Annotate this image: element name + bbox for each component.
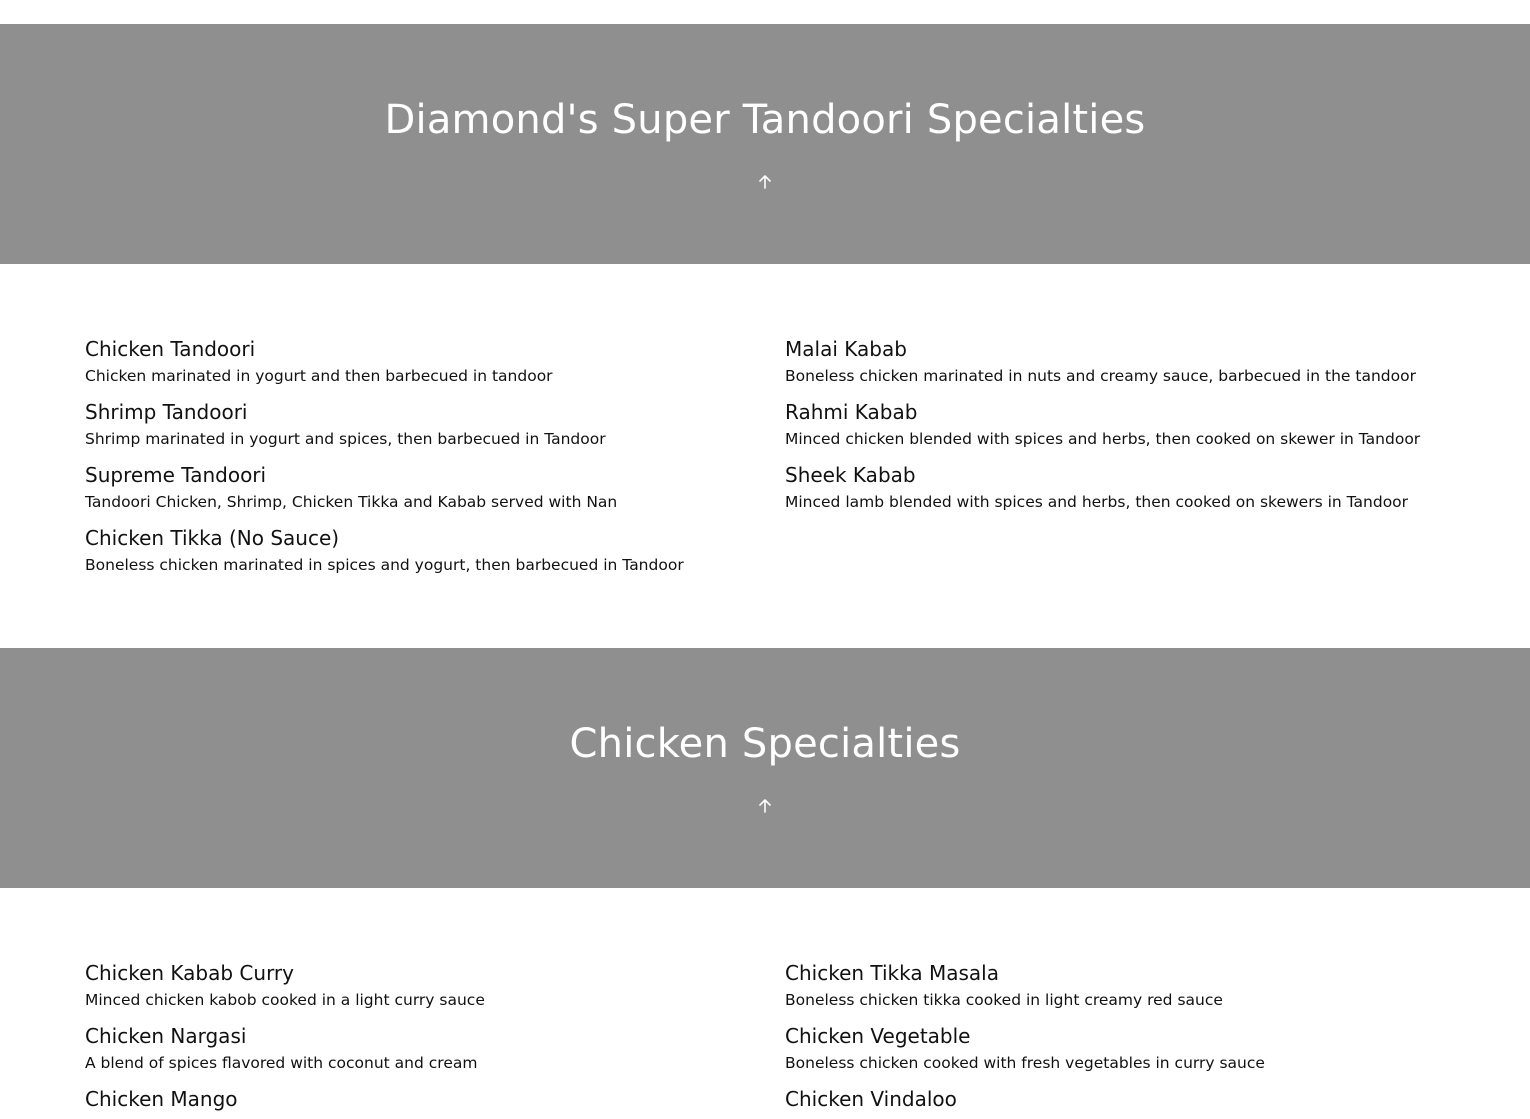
menu-column-left xyxy=(85,960,785,1119)
menu-item xyxy=(785,462,1485,513)
menu-item xyxy=(785,960,1485,1011)
menu-item-description: Tandoori Chicken, Shrimp, Chicken Tikka and Kabab served with Nan xyxy=(85,493,618,511)
menu-item-description: Minced chicken blended with spices and herbs, then cooked on skewer in Tandoor xyxy=(785,430,1421,448)
menu-item-name: Chicken Nargasi xyxy=(85,1024,247,1048)
menu-item-name: Shrimp Tandoori xyxy=(85,400,248,424)
section-banner-chicken xyxy=(0,648,1530,888)
menu-item xyxy=(85,399,785,450)
menu-item-description: Boneless chicken marinated in nuts and creamy sauce, barbecued in the tandoor xyxy=(785,367,1416,385)
menu-item xyxy=(85,1086,785,1112)
menu-item-name: Chicken Mango xyxy=(85,1087,238,1111)
arrow-up-icon[interactable] xyxy=(755,796,775,816)
menu-item-name: Malai Kabab xyxy=(785,337,907,361)
menu-column-left xyxy=(85,336,785,576)
section-spacer xyxy=(0,576,1530,648)
menu-item-description: Boneless chicken marinated in spices and yogurt, then barbecued in Tandoor xyxy=(85,556,684,574)
section-title: Chicken Specialties xyxy=(569,721,961,767)
section-title: Diamond's Super Tandoori Specialties xyxy=(384,97,1146,143)
menu-item xyxy=(85,960,785,1011)
menu-item-name: Chicken Tandoori xyxy=(85,337,256,361)
menu-item xyxy=(785,1086,1485,1112)
menu-item xyxy=(785,399,1485,450)
section-banner-tandoori xyxy=(0,24,1530,264)
top-strip xyxy=(0,0,1530,24)
menu-item-name: Rahmi Kabab xyxy=(785,400,918,424)
menu-item xyxy=(785,1023,1485,1074)
menu-item xyxy=(85,336,785,387)
menu-item xyxy=(85,1023,785,1074)
menu-item xyxy=(85,462,785,513)
menu-items-chicken xyxy=(0,888,1530,1119)
menu-item-description: Boneless chicken tikka cooked in light creamy red sauce xyxy=(785,991,1223,1009)
menu-item-description: Shrimp marinated in yogurt and spices, then barbecued in Tandoor xyxy=(85,430,606,448)
menu-item-name: Sheek Kabab xyxy=(785,463,916,487)
menu-item-name: Chicken Kabab Curry xyxy=(85,961,294,985)
menu-item-description: Boneless chicken cooked with fresh vegetables in curry sauce xyxy=(785,1054,1265,1072)
menu-item-name: Chicken Tikka Masala xyxy=(785,961,999,985)
menu-column-right xyxy=(785,960,1485,1119)
arrow-up-icon[interactable] xyxy=(755,172,775,192)
menu-item-description: Minced lamb blended with spices and herbs, then cooked on skewers in Tandoor xyxy=(785,493,1409,511)
menu-item-description: Minced chicken kabob cooked in a light curry sauce xyxy=(85,991,485,1009)
menu-item xyxy=(85,525,785,576)
menu-item-description: A blend of spices flavored with coconut and cream xyxy=(85,1054,478,1072)
menu-item xyxy=(785,336,1485,387)
menu-item-name: Supreme Tandoori xyxy=(85,463,267,487)
menu-item-name: Chicken Vindaloo xyxy=(785,1087,957,1111)
menu-item-name: Chicken Vegetable xyxy=(785,1024,971,1048)
menu-items-tandoori xyxy=(0,264,1530,576)
menu-item-description: Chicken marinated in yogurt and then barbecued in tandoor xyxy=(85,367,553,385)
menu-item-name: Chicken Tikka (No Sauce) xyxy=(85,526,340,550)
menu-column-right xyxy=(785,336,1485,576)
